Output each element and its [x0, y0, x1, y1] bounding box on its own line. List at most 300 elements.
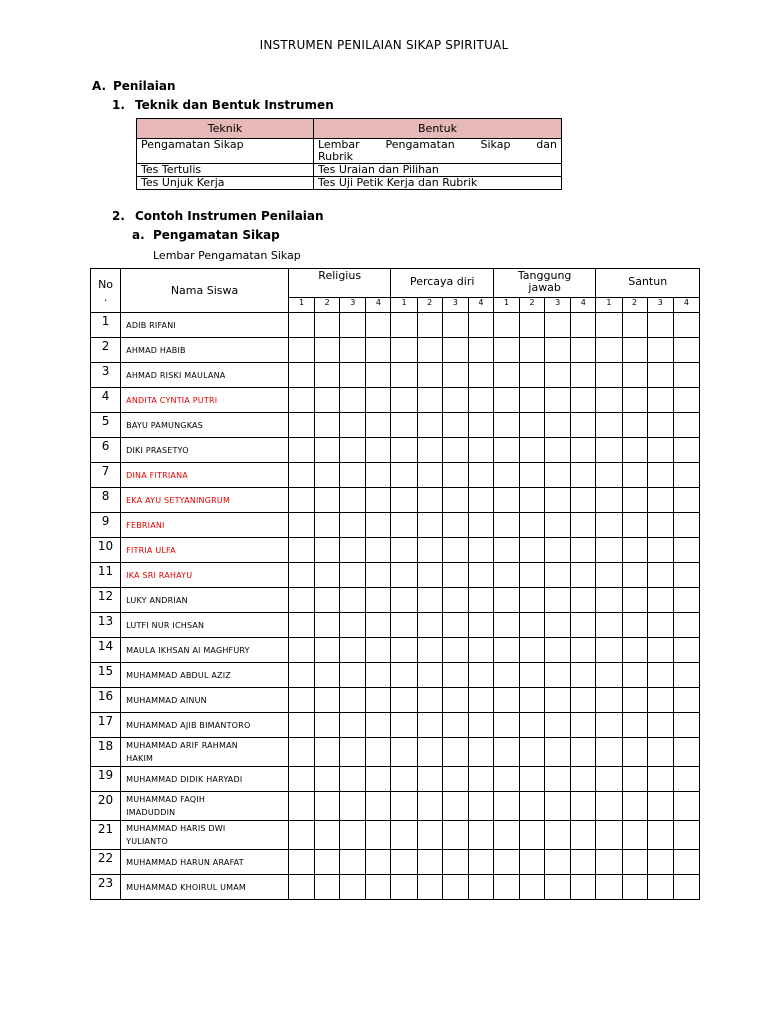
score-cell[interactable] [647, 613, 673, 638]
score-cell[interactable] [391, 688, 417, 713]
score-cell[interactable] [596, 850, 622, 875]
score-cell[interactable] [391, 588, 417, 613]
score-cell[interactable] [442, 588, 468, 613]
score-cell[interactable] [622, 463, 647, 488]
score-cell[interactable] [520, 538, 545, 563]
score-cell[interactable] [545, 388, 571, 413]
score-cell[interactable] [647, 588, 673, 613]
score-cell[interactable] [366, 488, 391, 513]
score-cell[interactable] [288, 875, 314, 900]
score-cell[interactable] [366, 563, 391, 588]
score-cell[interactable] [340, 875, 366, 900]
score-cell[interactable] [571, 413, 596, 438]
score-cell[interactable] [493, 363, 519, 388]
score-cell[interactable] [520, 363, 545, 388]
score-cell[interactable] [468, 513, 493, 538]
score-cell[interactable] [493, 538, 519, 563]
score-cell[interactable] [520, 663, 545, 688]
score-cell[interactable] [545, 850, 571, 875]
score-cell[interactable] [391, 850, 417, 875]
score-cell[interactable] [315, 738, 340, 767]
score-cell[interactable] [647, 488, 673, 513]
score-cell[interactable] [366, 513, 391, 538]
score-cell[interactable] [366, 738, 391, 767]
score-cell[interactable] [545, 488, 571, 513]
score-cell[interactable] [571, 663, 596, 688]
score-cell[interactable] [673, 438, 699, 463]
score-cell[interactable] [571, 638, 596, 663]
score-cell[interactable] [315, 638, 340, 663]
score-cell[interactable] [673, 688, 699, 713]
score-cell[interactable] [622, 538, 647, 563]
score-cell[interactable] [391, 613, 417, 638]
score-cell[interactable] [468, 488, 493, 513]
score-cell[interactable] [315, 688, 340, 713]
score-cell[interactable] [315, 313, 340, 338]
score-cell[interactable] [391, 821, 417, 850]
score-cell[interactable] [647, 821, 673, 850]
score-cell[interactable] [493, 488, 519, 513]
score-cell[interactable] [673, 488, 699, 513]
score-cell[interactable] [417, 738, 442, 767]
score-cell[interactable] [391, 488, 417, 513]
score-cell[interactable] [622, 638, 647, 663]
score-cell[interactable] [442, 313, 468, 338]
score-cell[interactable] [520, 767, 545, 792]
score-cell[interactable] [417, 688, 442, 713]
score-cell[interactable] [340, 438, 366, 463]
score-cell[interactable] [647, 463, 673, 488]
score-cell[interactable] [391, 538, 417, 563]
score-cell[interactable] [571, 688, 596, 713]
score-cell[interactable] [493, 313, 519, 338]
score-cell[interactable] [673, 738, 699, 767]
score-cell[interactable] [417, 463, 442, 488]
score-cell[interactable] [622, 792, 647, 821]
score-cell[interactable] [571, 513, 596, 538]
score-cell[interactable] [366, 338, 391, 363]
score-cell[interactable] [391, 413, 417, 438]
score-cell[interactable] [571, 463, 596, 488]
score-cell[interactable] [673, 638, 699, 663]
score-cell[interactable] [442, 338, 468, 363]
score-cell[interactable] [622, 513, 647, 538]
score-cell[interactable] [596, 767, 622, 792]
score-cell[interactable] [596, 338, 622, 363]
score-cell[interactable] [622, 850, 647, 875]
score-cell[interactable] [315, 613, 340, 638]
score-cell[interactable] [622, 588, 647, 613]
score-cell[interactable] [520, 438, 545, 463]
score-cell[interactable] [468, 588, 493, 613]
score-cell[interactable] [520, 688, 545, 713]
score-cell[interactable] [596, 792, 622, 821]
score-cell[interactable] [417, 850, 442, 875]
score-cell[interactable] [647, 638, 673, 663]
score-cell[interactable] [571, 563, 596, 588]
score-cell[interactable] [366, 767, 391, 792]
score-cell[interactable] [520, 613, 545, 638]
score-cell[interactable] [288, 713, 314, 738]
score-cell[interactable] [493, 613, 519, 638]
score-cell[interactable] [340, 463, 366, 488]
score-cell[interactable] [571, 613, 596, 638]
score-cell[interactable] [366, 638, 391, 663]
score-cell[interactable] [493, 588, 519, 613]
score-cell[interactable] [468, 792, 493, 821]
score-cell[interactable] [315, 363, 340, 388]
score-cell[interactable] [493, 688, 519, 713]
score-cell[interactable] [417, 488, 442, 513]
score-cell[interactable] [366, 413, 391, 438]
score-cell[interactable] [673, 713, 699, 738]
score-cell[interactable] [571, 792, 596, 821]
score-cell[interactable] [647, 388, 673, 413]
score-cell[interactable] [366, 850, 391, 875]
score-cell[interactable] [468, 850, 493, 875]
score-cell[interactable] [366, 363, 391, 388]
score-cell[interactable] [391, 713, 417, 738]
score-cell[interactable] [340, 563, 366, 588]
score-cell[interactable] [596, 713, 622, 738]
score-cell[interactable] [315, 538, 340, 563]
score-cell[interactable] [417, 563, 442, 588]
score-cell[interactable] [673, 313, 699, 338]
score-cell[interactable] [622, 875, 647, 900]
score-cell[interactable] [622, 338, 647, 363]
score-cell[interactable] [571, 588, 596, 613]
score-cell[interactable] [493, 388, 519, 413]
score-cell[interactable] [340, 588, 366, 613]
score-cell[interactable] [622, 713, 647, 738]
score-cell[interactable] [442, 713, 468, 738]
score-cell[interactable] [366, 663, 391, 688]
score-cell[interactable] [647, 363, 673, 388]
score-cell[interactable] [493, 563, 519, 588]
score-cell[interactable] [417, 513, 442, 538]
score-cell[interactable] [391, 738, 417, 767]
score-cell[interactable] [442, 438, 468, 463]
score-cell[interactable] [596, 821, 622, 850]
score-cell[interactable] [622, 663, 647, 688]
score-cell[interactable] [391, 875, 417, 900]
score-cell[interactable] [315, 713, 340, 738]
score-cell[interactable] [442, 563, 468, 588]
score-cell[interactable] [596, 363, 622, 388]
score-cell[interactable] [315, 413, 340, 438]
score-cell[interactable] [545, 413, 571, 438]
score-cell[interactable] [417, 438, 442, 463]
score-cell[interactable] [288, 538, 314, 563]
score-cell[interactable] [673, 338, 699, 363]
score-cell[interactable] [442, 538, 468, 563]
score-cell[interactable] [340, 488, 366, 513]
score-cell[interactable] [417, 638, 442, 663]
score-cell[interactable] [340, 663, 366, 688]
score-cell[interactable] [391, 792, 417, 821]
score-cell[interactable] [417, 663, 442, 688]
score-cell[interactable] [596, 638, 622, 663]
score-cell[interactable] [545, 463, 571, 488]
score-cell[interactable] [545, 767, 571, 792]
score-cell[interactable] [417, 767, 442, 792]
score-cell[interactable] [315, 850, 340, 875]
score-cell[interactable] [545, 663, 571, 688]
score-cell[interactable] [315, 792, 340, 821]
score-cell[interactable] [315, 388, 340, 413]
score-cell[interactable] [647, 850, 673, 875]
score-cell[interactable] [288, 413, 314, 438]
score-cell[interactable] [520, 588, 545, 613]
score-cell[interactable] [340, 363, 366, 388]
score-cell[interactable] [571, 767, 596, 792]
score-cell[interactable] [673, 850, 699, 875]
score-cell[interactable] [442, 363, 468, 388]
score-cell[interactable] [520, 713, 545, 738]
score-cell[interactable] [442, 792, 468, 821]
score-cell[interactable] [596, 588, 622, 613]
score-cell[interactable] [468, 767, 493, 792]
score-cell[interactable] [340, 388, 366, 413]
score-cell[interactable] [673, 413, 699, 438]
score-cell[interactable] [417, 713, 442, 738]
score-cell[interactable] [647, 413, 673, 438]
score-cell[interactable] [673, 792, 699, 821]
score-cell[interactable] [442, 850, 468, 875]
score-cell[interactable] [340, 338, 366, 363]
score-cell[interactable] [468, 563, 493, 588]
score-cell[interactable] [520, 850, 545, 875]
score-cell[interactable] [442, 821, 468, 850]
score-cell[interactable] [622, 388, 647, 413]
score-cell[interactable] [596, 513, 622, 538]
score-cell[interactable] [391, 463, 417, 488]
score-cell[interactable] [366, 538, 391, 563]
score-cell[interactable] [340, 313, 366, 338]
score-cell[interactable] [468, 338, 493, 363]
score-cell[interactable] [468, 538, 493, 563]
score-cell[interactable] [571, 388, 596, 413]
score-cell[interactable] [647, 313, 673, 338]
score-cell[interactable] [468, 875, 493, 900]
score-cell[interactable] [596, 613, 622, 638]
score-cell[interactable] [417, 821, 442, 850]
score-cell[interactable] [340, 413, 366, 438]
score-cell[interactable] [622, 413, 647, 438]
score-cell[interactable] [468, 463, 493, 488]
score-cell[interactable] [622, 438, 647, 463]
score-cell[interactable] [520, 388, 545, 413]
score-cell[interactable] [315, 513, 340, 538]
score-cell[interactable] [442, 388, 468, 413]
score-cell[interactable] [673, 613, 699, 638]
score-cell[interactable] [545, 688, 571, 713]
score-cell[interactable] [366, 792, 391, 821]
score-cell[interactable] [596, 463, 622, 488]
score-cell[interactable] [596, 663, 622, 688]
score-cell[interactable] [417, 413, 442, 438]
score-cell[interactable] [571, 488, 596, 513]
score-cell[interactable] [391, 767, 417, 792]
score-cell[interactable] [442, 638, 468, 663]
score-cell[interactable] [545, 538, 571, 563]
score-cell[interactable] [520, 563, 545, 588]
score-cell[interactable] [366, 613, 391, 638]
score-cell[interactable] [673, 388, 699, 413]
score-cell[interactable] [468, 363, 493, 388]
score-cell[interactable] [288, 513, 314, 538]
score-cell[interactable] [417, 613, 442, 638]
score-cell[interactable] [468, 713, 493, 738]
score-cell[interactable] [571, 738, 596, 767]
score-cell[interactable] [340, 850, 366, 875]
score-cell[interactable] [468, 738, 493, 767]
score-cell[interactable] [442, 488, 468, 513]
score-cell[interactable] [288, 638, 314, 663]
score-cell[interactable] [442, 413, 468, 438]
score-cell[interactable] [340, 613, 366, 638]
score-cell[interactable] [673, 513, 699, 538]
score-cell[interactable] [596, 438, 622, 463]
score-cell[interactable] [647, 792, 673, 821]
score-cell[interactable] [673, 538, 699, 563]
score-cell[interactable] [673, 875, 699, 900]
score-cell[interactable] [571, 713, 596, 738]
score-cell[interactable] [288, 792, 314, 821]
score-cell[interactable] [647, 563, 673, 588]
score-cell[interactable] [596, 875, 622, 900]
score-cell[interactable] [493, 850, 519, 875]
score-cell[interactable] [520, 738, 545, 767]
score-cell[interactable] [315, 338, 340, 363]
score-cell[interactable] [520, 513, 545, 538]
score-cell[interactable] [545, 613, 571, 638]
score-cell[interactable] [288, 850, 314, 875]
score-cell[interactable] [647, 713, 673, 738]
score-cell[interactable] [442, 613, 468, 638]
score-cell[interactable] [673, 363, 699, 388]
score-cell[interactable] [288, 488, 314, 513]
score-cell[interactable] [647, 688, 673, 713]
score-cell[interactable] [391, 388, 417, 413]
score-cell[interactable] [520, 638, 545, 663]
score-cell[interactable] [520, 338, 545, 363]
score-cell[interactable] [417, 338, 442, 363]
score-cell[interactable] [315, 767, 340, 792]
score-cell[interactable] [647, 338, 673, 363]
score-cell[interactable] [468, 821, 493, 850]
score-cell[interactable] [468, 663, 493, 688]
score-cell[interactable] [340, 821, 366, 850]
score-cell[interactable] [545, 875, 571, 900]
score-cell[interactable] [596, 738, 622, 767]
score-cell[interactable] [366, 713, 391, 738]
score-cell[interactable] [596, 688, 622, 713]
score-cell[interactable] [622, 688, 647, 713]
score-cell[interactable] [315, 488, 340, 513]
score-cell[interactable] [596, 563, 622, 588]
score-cell[interactable] [596, 538, 622, 563]
score-cell[interactable] [315, 875, 340, 900]
score-cell[interactable] [545, 792, 571, 821]
score-cell[interactable] [366, 821, 391, 850]
score-cell[interactable] [340, 738, 366, 767]
score-cell[interactable] [571, 875, 596, 900]
score-cell[interactable] [647, 767, 673, 792]
score-cell[interactable] [673, 821, 699, 850]
score-cell[interactable] [288, 688, 314, 713]
score-cell[interactable] [622, 738, 647, 767]
score-cell[interactable] [493, 875, 519, 900]
score-cell[interactable] [545, 313, 571, 338]
score-cell[interactable] [288, 663, 314, 688]
score-cell[interactable] [493, 338, 519, 363]
score-cell[interactable] [468, 413, 493, 438]
score-cell[interactable] [417, 792, 442, 821]
score-cell[interactable] [442, 688, 468, 713]
score-cell[interactable] [493, 663, 519, 688]
score-cell[interactable] [340, 513, 366, 538]
score-cell[interactable] [545, 513, 571, 538]
score-cell[interactable] [391, 663, 417, 688]
score-cell[interactable] [315, 663, 340, 688]
score-cell[interactable] [622, 821, 647, 850]
score-cell[interactable] [493, 638, 519, 663]
score-cell[interactable] [391, 563, 417, 588]
score-cell[interactable] [493, 463, 519, 488]
score-cell[interactable] [673, 663, 699, 688]
score-cell[interactable] [673, 463, 699, 488]
score-cell[interactable] [288, 588, 314, 613]
score-cell[interactable] [622, 363, 647, 388]
score-cell[interactable] [545, 438, 571, 463]
score-cell[interactable] [520, 413, 545, 438]
score-cell[interactable] [493, 713, 519, 738]
score-cell[interactable] [571, 363, 596, 388]
score-cell[interactable] [288, 313, 314, 338]
score-cell[interactable] [571, 850, 596, 875]
score-cell[interactable] [288, 338, 314, 363]
score-cell[interactable] [468, 388, 493, 413]
score-cell[interactable] [571, 538, 596, 563]
score-cell[interactable] [468, 313, 493, 338]
score-cell[interactable] [571, 821, 596, 850]
score-cell[interactable] [315, 563, 340, 588]
score-cell[interactable] [571, 338, 596, 363]
score-cell[interactable] [340, 713, 366, 738]
score-cell[interactable] [545, 821, 571, 850]
score-cell[interactable] [288, 738, 314, 767]
score-cell[interactable] [493, 438, 519, 463]
score-cell[interactable] [442, 463, 468, 488]
score-cell[interactable] [673, 767, 699, 792]
score-cell[interactable] [366, 875, 391, 900]
score-cell[interactable] [673, 588, 699, 613]
score-cell[interactable] [288, 438, 314, 463]
score-cell[interactable] [417, 363, 442, 388]
score-cell[interactable] [417, 388, 442, 413]
score-cell[interactable] [647, 738, 673, 767]
score-cell[interactable] [571, 438, 596, 463]
score-cell[interactable] [647, 663, 673, 688]
score-cell[interactable] [391, 638, 417, 663]
score-cell[interactable] [315, 821, 340, 850]
score-cell[interactable] [442, 767, 468, 792]
score-cell[interactable] [366, 588, 391, 613]
score-cell[interactable] [596, 413, 622, 438]
score-cell[interactable] [442, 738, 468, 767]
score-cell[interactable] [647, 875, 673, 900]
